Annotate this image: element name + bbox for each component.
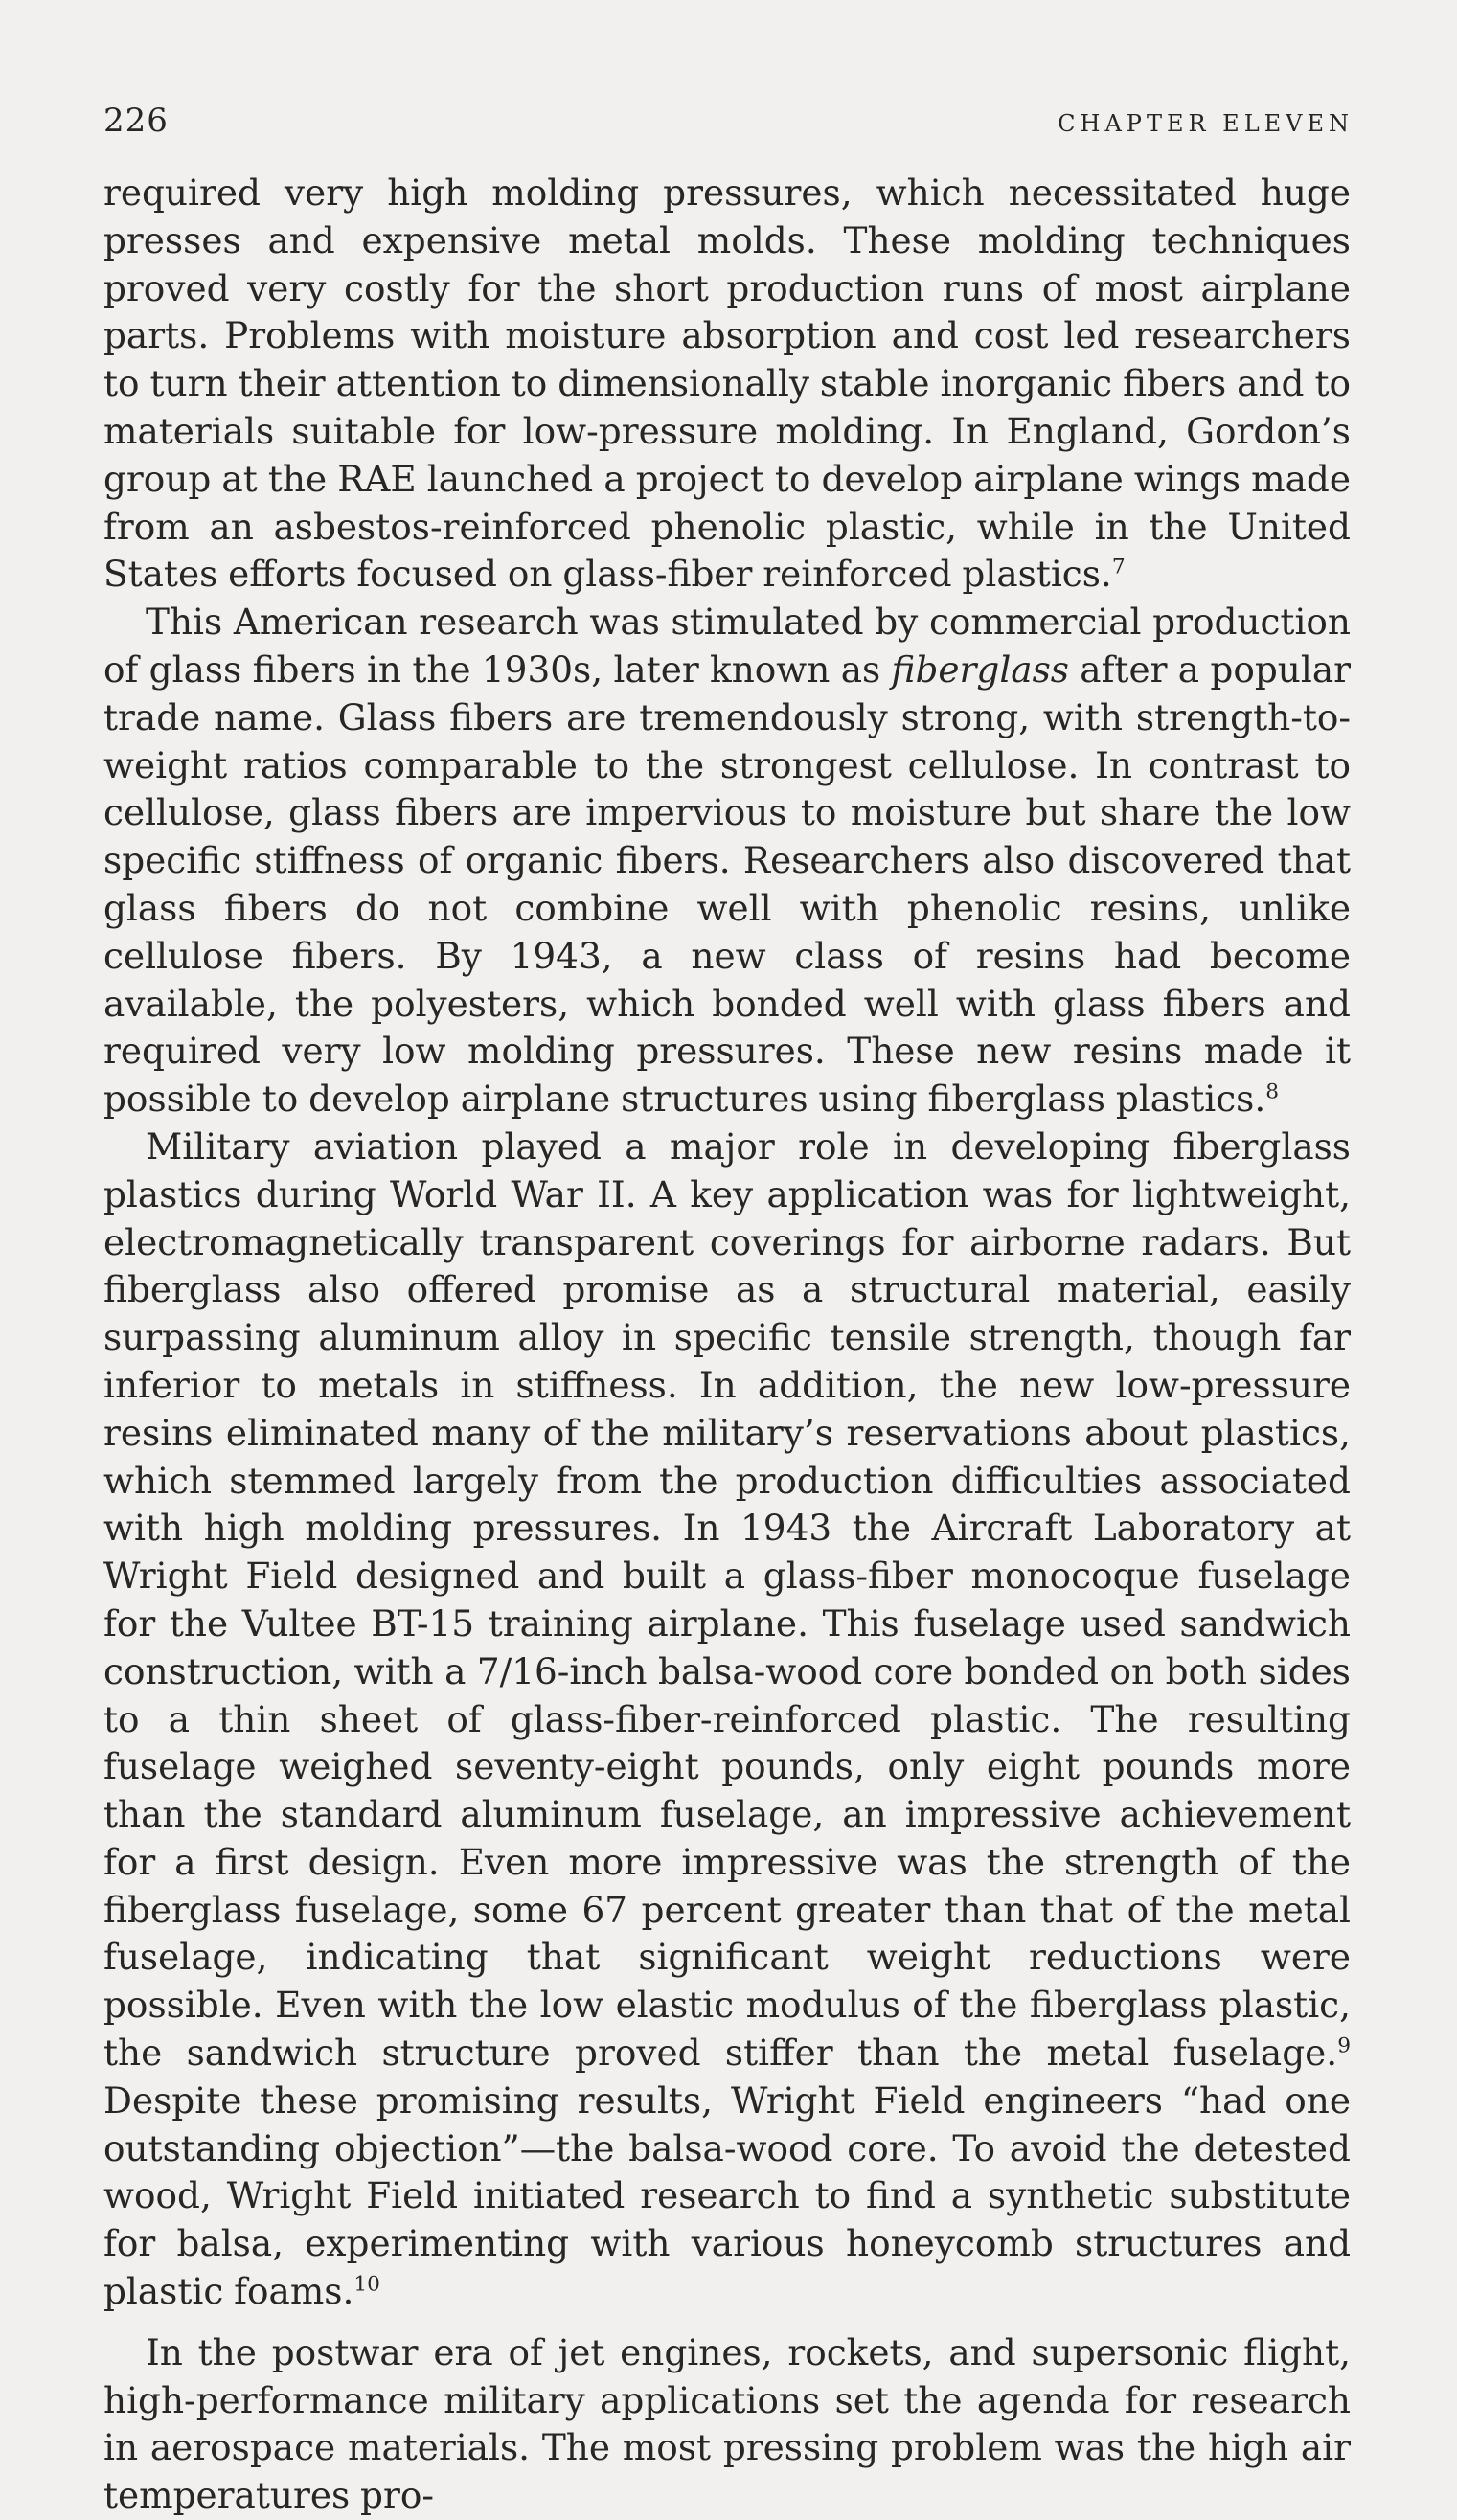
footnote-ref-10: 10 (353, 2272, 380, 2297)
footnote-ref-9: 9 (1337, 2033, 1351, 2058)
footnote-ref-7: 7 (1111, 555, 1126, 579)
paragraph-2-text-b: after a popular trade name. Glass fibers are tremendously strong, with strength-to-weight ratios comparable to the strongest cellulose. In contrast to cellulose, glass fibers are impervious to moisture but share the low specific stiffness of organic fibers. Researchers also discovered that glass fibers do not combine well with phenolic resins, unlike cellulose fibers. By 1943, a new class of resins had become available, the polyesters, which bonded well with glass fibers and required very low molding pressures. These new resins made it possible to develop airplane structures using fiberglass plastics. (103, 647, 1351, 1121)
paragraph-4 (103, 2329, 1351, 2520)
body-text (103, 170, 1351, 2520)
paragraph-2-text-a: This American research was stimulated by commercial production of glass fibers in the 1930s, later known as (103, 601, 1351, 691)
paragraph-4-text: In the postwar era of jet engines, rockets, and supersonic flight, high-performance military applications set the agenda for research in aerospace materials. The most pressing problem was the high air temperatures pro- (103, 2330, 1351, 2517)
paragraph-1 (103, 170, 1351, 599)
paragraph-2-emphasis: fiberglass (891, 647, 1069, 691)
running-head (103, 102, 1354, 144)
paragraph-3-text-a: Military aviation played a major role in developing fiberglass plastics during World War II. A key application was for lightweight, electromagnetically transparent coverings for airborne radars. But fiberglass also offered promise as a structural material, easily surpassing aluminum alloy in specific tensile strength, though far inferior to metals in stiffness. In addition, the new low-pressure resins eliminated many of the military’s reservations about plastics, which stemmed largely from the production difficulties associated with high molding pressures. In 1943 the Aircraft Laboratory at Wright Field designed and built a glass-fiber monocoque fuselage for the Vultee BT-15 training airplane. This fuselage used sandwich construction, with a 7/16-inch balsa-wood core bonded on both sides to a thin sheet of glass-fiber-reinforced plastic. The resulting fuselage weighed seventy-eight pounds, only eight pounds more than the standard aluminum fuselage, an impressive achievement for a first design. Even more impressive was the strength of the fiberglass fuselage, some 67 percent greater than that of the metal fuselage, indicating that significant weight reductions were possible. Even with the low elastic modulus of the fiberglass plastic, the sandwich structure proved stiffer than the metal fuselage. (103, 1124, 1351, 2075)
paragraph-3-text-b: Despite these promising results, Wright Field engineers “had one outstanding objection”—the balsa-wood core. To avoid the detested wood, Wright Field initiated research to find a synthetic substitute for balsa, experimenting with various honeycomb structures and plastic foams. (103, 2078, 1351, 2313)
paragraph-2 (103, 599, 1351, 1124)
paragraph-1-text: required very high molding pressures, which necessitated huge presses and expensive metal molds. These molding techniques proved very costly for the short production runs of most airplane parts. Problems with moisture absorption and cost led researchers to turn their attention to dimensionally stable inorganic fibers and to materials suitable for low-pressure molding. In England, Gordon’s group at the RAE launched a project to develop airplane wings made from an asbestos-reinforced phenolic plastic, while in the United States efforts focused on glass-fiber reinforced plastics. (103, 171, 1351, 596)
page-number: 226 (103, 102, 169, 140)
footnote-ref-8: 8 (1265, 1079, 1280, 1104)
chapter-title: CHAPTER ELEVEN (1058, 110, 1354, 137)
paragraph-3 (103, 1124, 1351, 2316)
